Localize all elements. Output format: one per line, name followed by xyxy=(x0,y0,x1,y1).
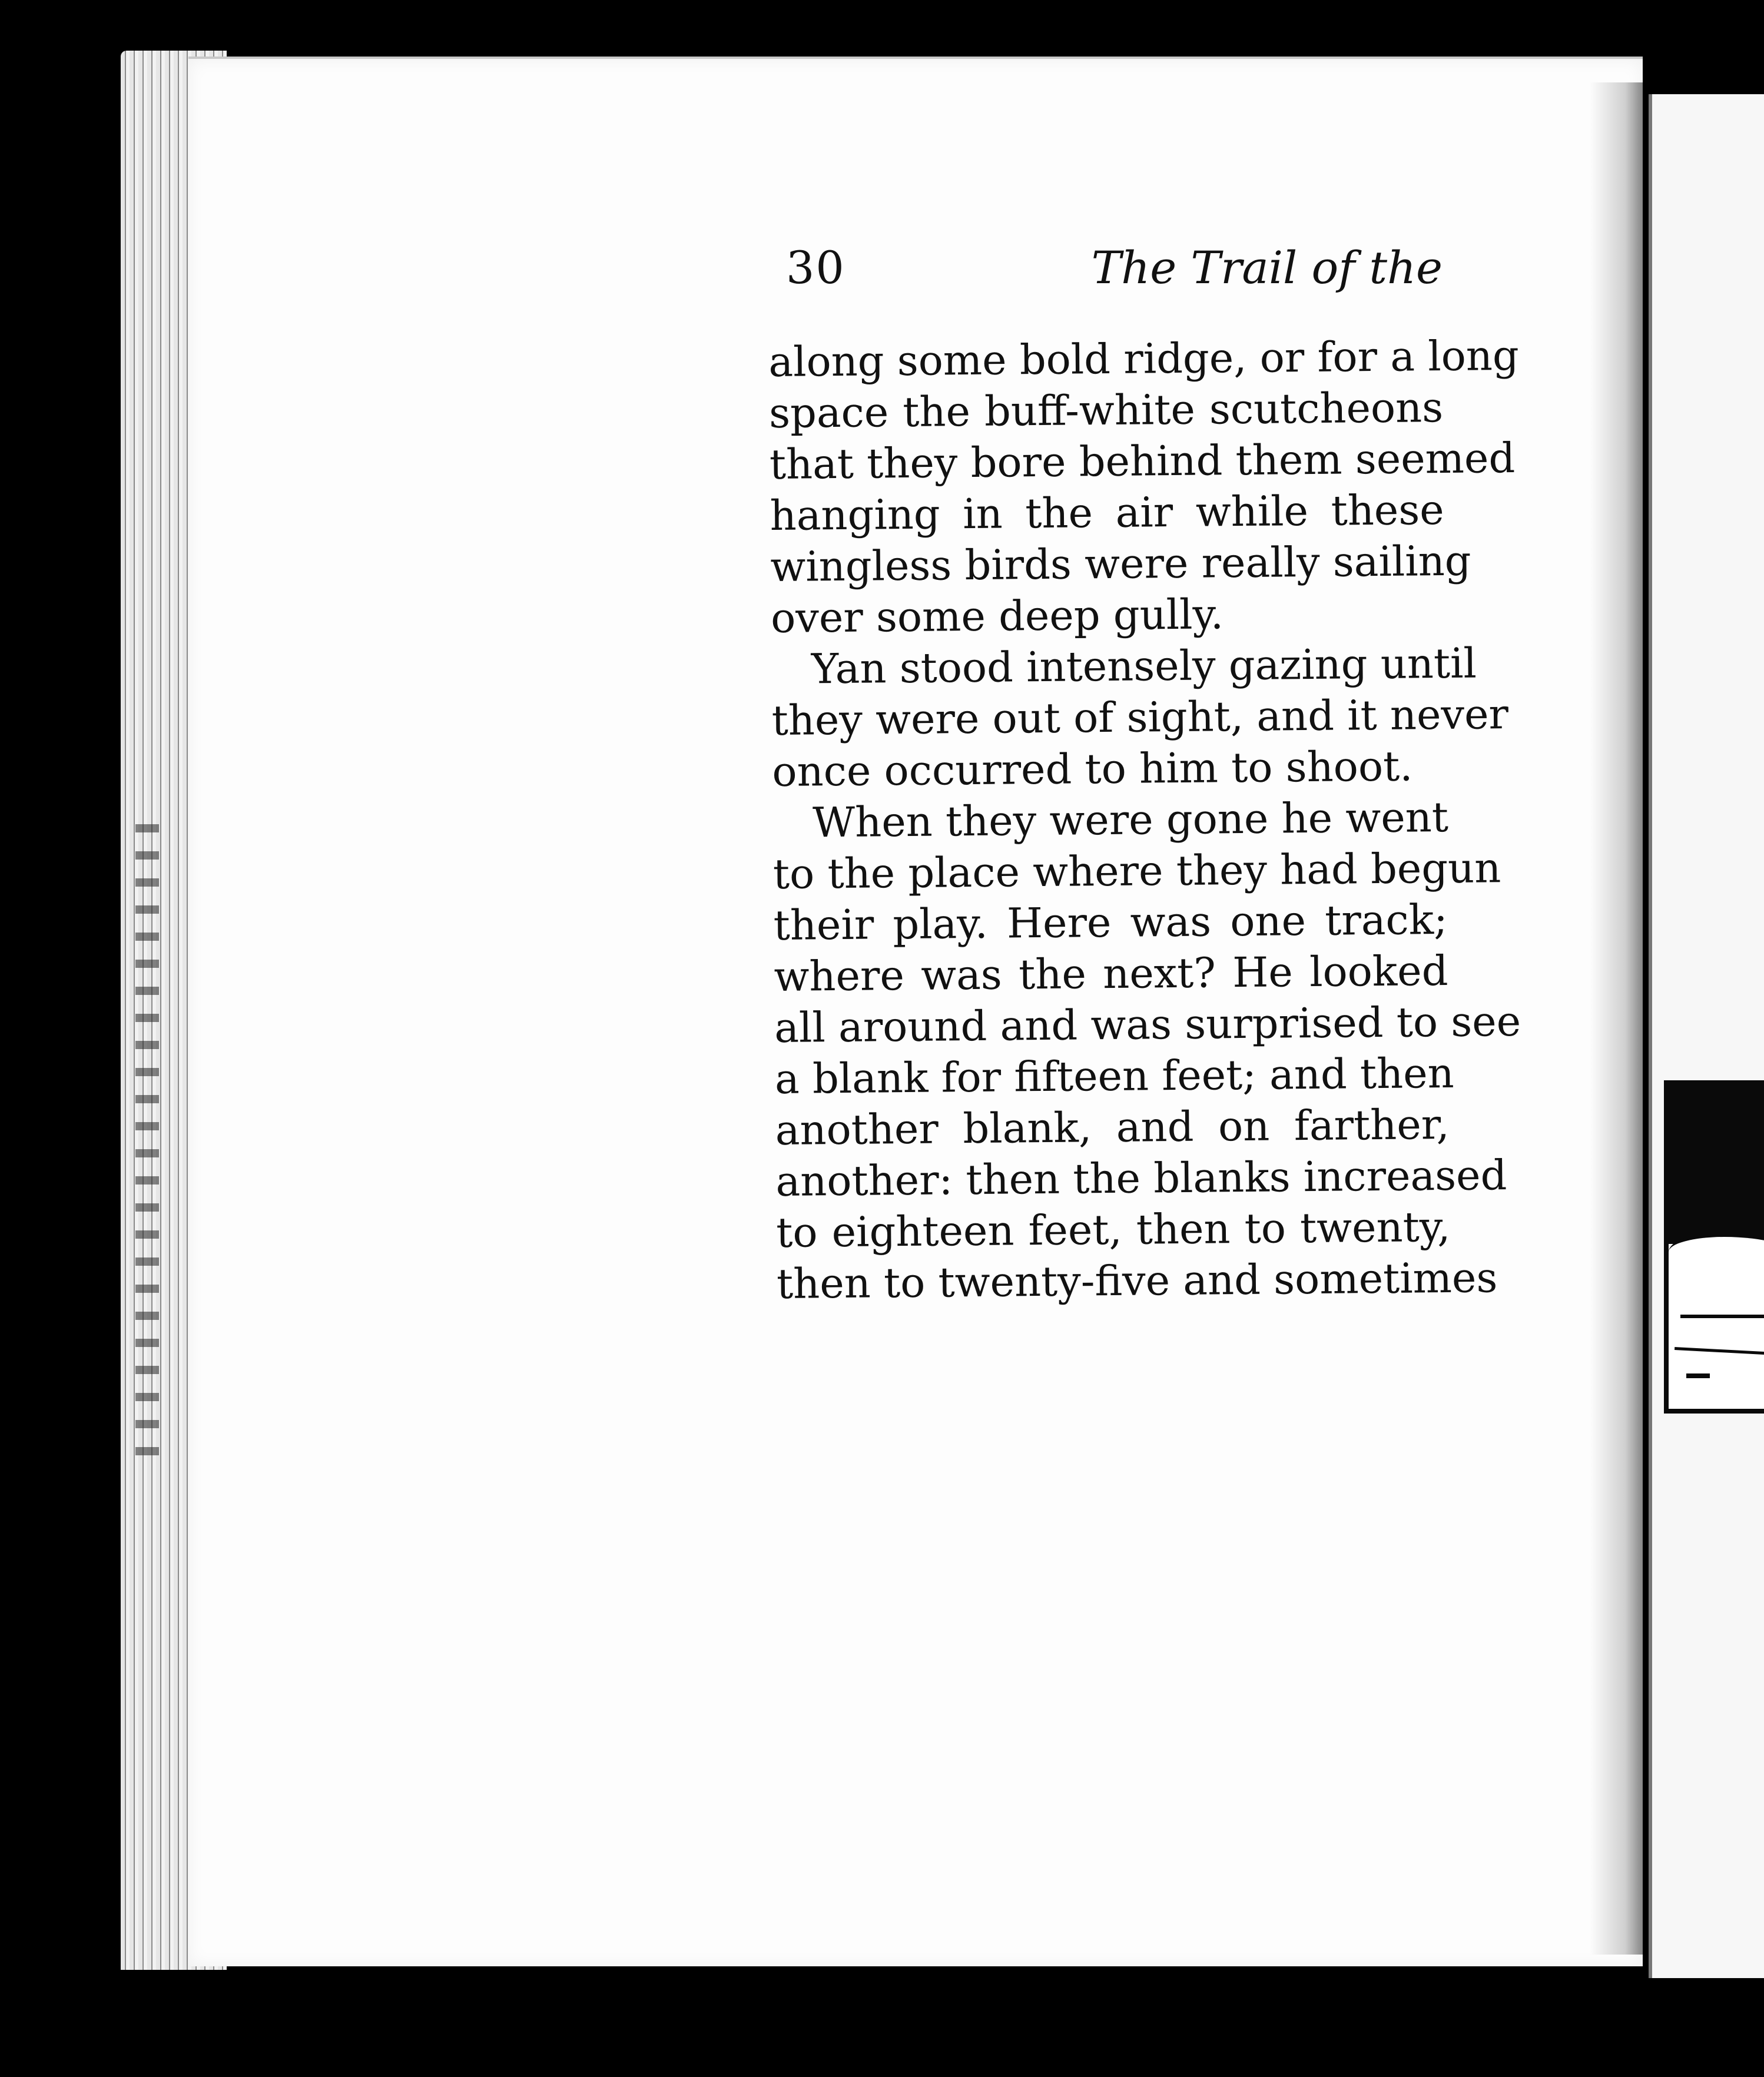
text-line: Yan stood intensely gazing until xyxy=(811,639,1477,694)
text-line: space the buff-white scutcheons xyxy=(768,383,1444,437)
page-number: 30 xyxy=(786,241,845,294)
text-line: to the place where they had begun xyxy=(772,844,1501,898)
text-line: that they bore behind them seemed xyxy=(769,433,1516,489)
paragraph xyxy=(771,638,1509,798)
text-line: once occurred to him to shoot. xyxy=(772,742,1413,796)
book-gutter xyxy=(1590,82,1649,1955)
text-line: then to twenty-five and sometimes xyxy=(776,1253,1498,1308)
woodcut-hill-line xyxy=(1669,1232,1764,1278)
body-text xyxy=(768,331,1521,1310)
text-line: to eighteen feet, then to twenty, xyxy=(775,1202,1451,1257)
text-line: over some deep gully. xyxy=(770,590,1224,642)
text-line: another blank, and on farther, xyxy=(775,1100,1450,1154)
text-line: hanging in the air while these xyxy=(770,485,1444,540)
text-line: their play. Here was one track; xyxy=(773,895,1448,950)
woodcut-ground-line xyxy=(1675,1347,1764,1356)
right-page xyxy=(1649,94,1764,1978)
page-edge-marks xyxy=(135,824,159,1472)
page-header xyxy=(786,241,1443,300)
woodcut-mark xyxy=(1686,1373,1710,1378)
running-head: The Trail of the xyxy=(1091,241,1443,294)
text-line: When they were gone he went xyxy=(812,792,1449,847)
text-line: wingless birds were really sailing xyxy=(770,536,1471,591)
text-line: along some bold ridge, or for a long xyxy=(768,331,1520,386)
text-line: they were out of sight, and it never xyxy=(771,690,1509,745)
paragraph xyxy=(768,331,1520,644)
paragraph xyxy=(772,792,1521,1310)
woodcut-illustration xyxy=(1664,1080,1764,1414)
text-line: a blank for fifteen feet; and then xyxy=(774,1049,1454,1103)
woodcut-ground-line xyxy=(1680,1315,1764,1318)
text-line: another: then the blanks increased xyxy=(775,1151,1507,1206)
text-line: all around and was surprised to see xyxy=(774,997,1521,1052)
woodcut-dark-area xyxy=(1669,1085,1764,1244)
text-line: where was the next? He looked xyxy=(774,946,1448,1001)
